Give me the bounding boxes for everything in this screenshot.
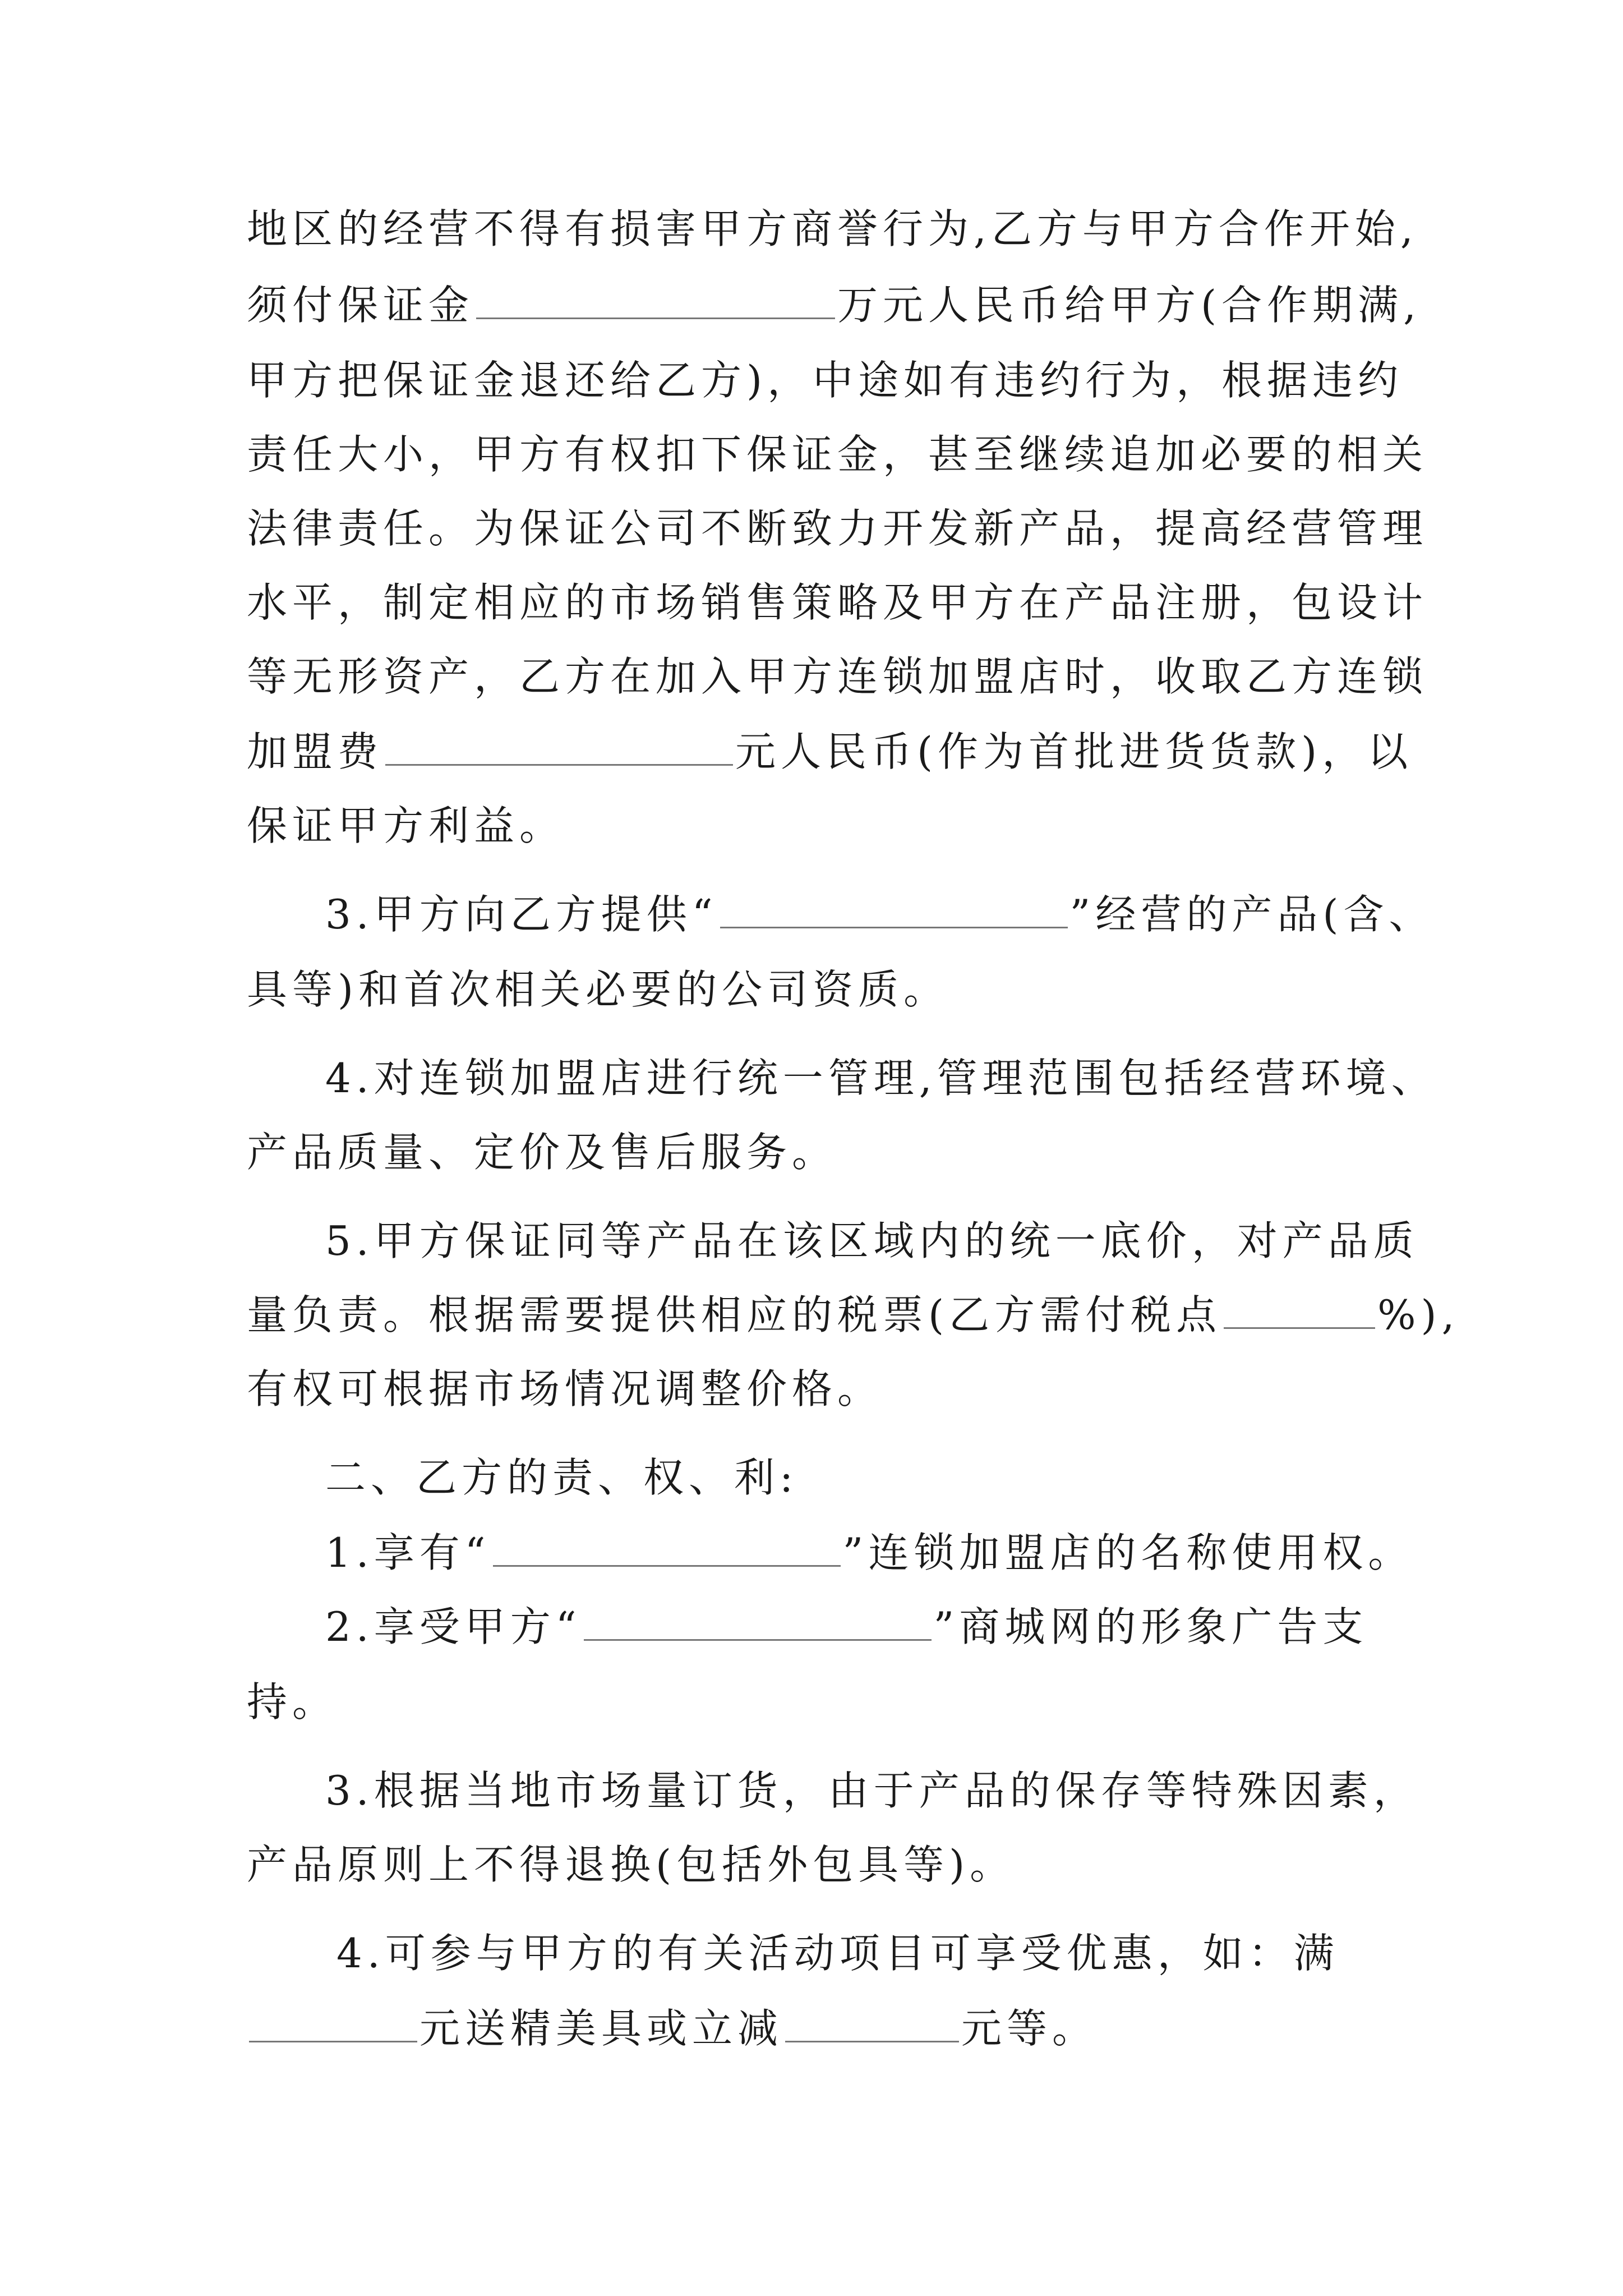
clause-5-line-3: 有权可根据市场情况调整价格。: [247, 1365, 883, 1412]
paragraph-line-8: 加盟费 元人民币(作为首批进货货款)，以: [247, 728, 1413, 775]
franchise-fee-blank: [385, 763, 733, 766]
party-b-clause-3-line-1: 3.根据当地市场量订货，由于产品的保存等特殊因素，: [325, 1767, 1419, 1814]
party-b-clause-4-line-1: 4.可参与甲方的有关活动项目可享受优惠，如：满: [336, 1930, 1339, 1977]
clause-3-line-1: 3.甲方向乙方提供“ ”经营的产品(含、: [325, 891, 1435, 938]
clause-3-line-2: 具等)和首次相关必要的公司资质。: [247, 966, 949, 1013]
deposit-amount-blank: [476, 317, 835, 319]
party-b-clause-3-line-2: 产品原则上不得退换(包括外包具等)。: [247, 1841, 1016, 1888]
mall-name-blank: [584, 1639, 932, 1641]
paragraph-line-6: 水平，制定相应的市场销售策略及甲方在产品注册，包设计: [247, 579, 1428, 626]
paragraph-line-7: 等无形资产，乙方在加入甲方连锁加盟店时，收取乙方连锁: [247, 653, 1428, 700]
clause-4-line-2: 产品质量、定价及售后服务。: [247, 1129, 838, 1176]
party-b-clause-1: 1.享有“ ”连锁加盟店的名称使用权。: [325, 1529, 1414, 1576]
party-b-clause-2-line-1: 2.享受甲方“ ”商城网的形象广告支: [325, 1603, 1368, 1650]
clause-5-line-1: 5.甲方保证同等产品在该区域内的统一底价，对产品质: [325, 1217, 1419, 1264]
product-name-blank: [720, 926, 1068, 928]
section-heading-party-b: 二、乙方的责、权、利:: [325, 1454, 799, 1501]
discount-amount-blank: [785, 2040, 959, 2042]
paragraph-line-1: 地区的经营不得有损害甲方商誉行为,乙方与甲方合作开始,: [247, 205, 1418, 252]
paragraph-line-3: 甲方把保证金退还给乙方)，中途如有违约行为，根据违约: [247, 357, 1404, 404]
paragraph-line-4: 责任大小，甲方有权扣下保证金，甚至继续追加必要的相关: [247, 431, 1428, 478]
tax-rate-blank: [1224, 1327, 1375, 1329]
clause-5-line-2: 量负责。根据需要提供相应的税票(乙方需付税点 %),: [247, 1291, 1460, 1338]
party-b-clause-4-line-2: 元送精美具或立减 元等。: [247, 2000, 1098, 2056]
party-b-clause-2-line-2: 持。: [247, 1678, 338, 1726]
store-name-blank: [493, 1565, 841, 1567]
paragraph-line-5: 法律责任。为保证公司不断致力开发新产品，提高经营管理: [247, 505, 1428, 552]
spend-threshold-blank: [249, 2040, 417, 2042]
paragraph-line-9: 保证甲方利益。: [247, 802, 565, 849]
clause-4-line-1: 4.对连锁加盟店进行统一管理,管理范围包括经营环境、: [325, 1055, 1437, 1102]
paragraph-line-2: 须付保证金 万元人民币给甲方(合作期满,: [247, 282, 1421, 329]
